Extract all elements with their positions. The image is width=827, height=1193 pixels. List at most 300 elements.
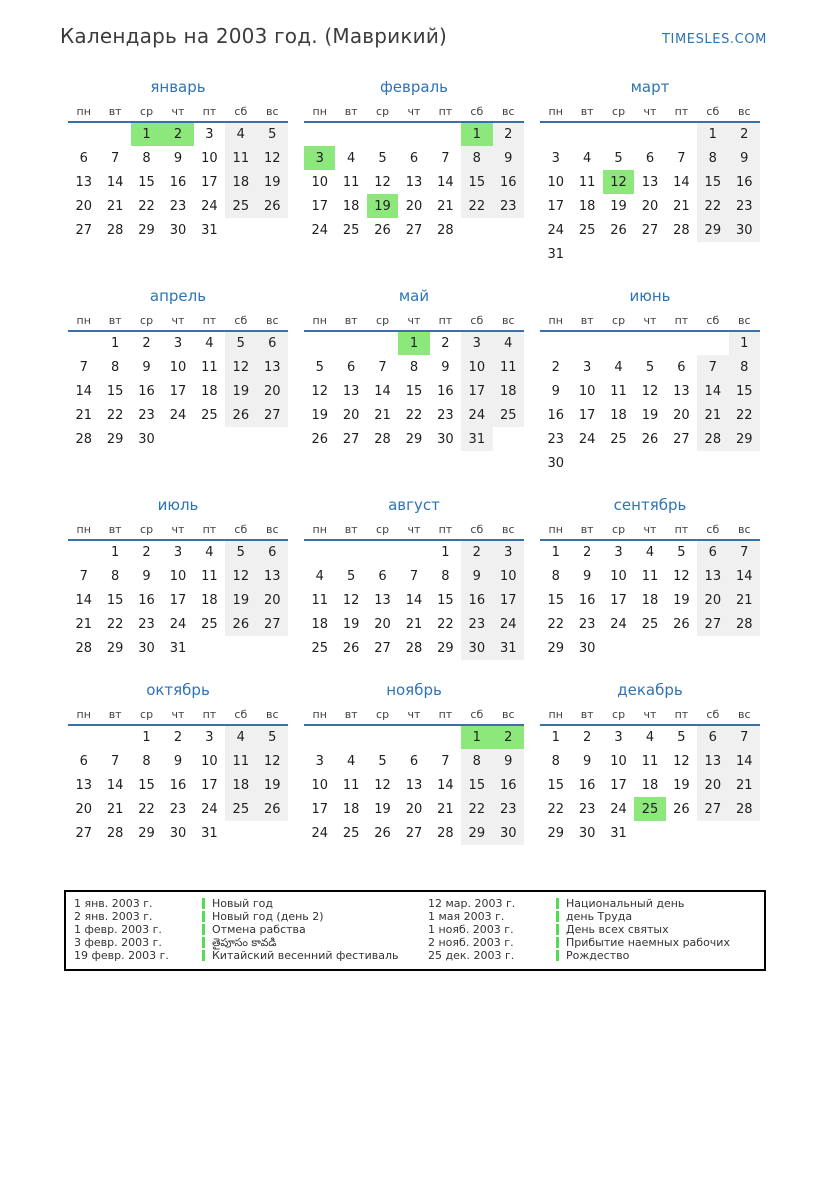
month-table [68, 102, 288, 242]
day-cell: 23 [493, 797, 524, 821]
day-cell: 30 [729, 218, 760, 242]
weekday-header: вс [266, 105, 279, 118]
day-cell: 14 [729, 749, 760, 773]
day-cell: 27 [75, 222, 92, 238]
day-cell: 13 [374, 592, 391, 608]
day-cell: 13 [405, 777, 423, 793]
day-cell: 10 [578, 383, 596, 399]
day-cell: 7 [378, 359, 387, 375]
day-cell: 11 [311, 592, 328, 608]
day-cell: 8 [110, 568, 120, 584]
week-row [304, 821, 524, 845]
week-row [68, 355, 288, 379]
day-cell: 2 [729, 122, 760, 146]
day-cell: 27 [75, 825, 92, 841]
day-cell: 23 [461, 612, 492, 636]
day-cell: 26 [311, 431, 328, 447]
empty-cell [68, 725, 99, 749]
weekday-header: вс [738, 523, 751, 536]
day-cell: 25 [634, 797, 665, 821]
day-cell: 31 [461, 427, 492, 451]
empty-cell [398, 540, 429, 564]
day-cell: 9 [142, 359, 151, 375]
day-cell: 6 [697, 725, 728, 749]
week-row [68, 122, 288, 146]
day-cell: 4 [645, 730, 655, 745]
week-row [304, 355, 524, 379]
month-title: октябрь [146, 681, 210, 699]
holiday-marker-icon [556, 924, 559, 935]
week-row [540, 725, 760, 749]
day-cell: 23 [729, 194, 760, 218]
empty-cell [697, 636, 728, 660]
day-cell: 5 [378, 753, 387, 769]
day-cell: 27 [697, 797, 728, 821]
weekday-header: ср [140, 708, 154, 721]
day-cell: 2 [441, 336, 450, 351]
day-cell: 22 [461, 797, 492, 821]
empty-cell [634, 821, 665, 845]
day-cell: 6 [697, 540, 728, 564]
day-cell: 29 [405, 431, 423, 447]
week-row [304, 636, 524, 660]
day-cell: 19 [367, 194, 398, 218]
month-calendar [68, 496, 288, 660]
day-cell: 7 [79, 359, 88, 375]
day-cell: 24 [578, 431, 596, 447]
weekday-header: сб [470, 314, 484, 327]
day-cell: 15 [729, 379, 760, 403]
month-table-head [304, 102, 524, 122]
empty-cell [430, 725, 461, 749]
holiday-marker-icon [556, 950, 559, 961]
month-title: март [630, 78, 670, 96]
week-row [68, 146, 288, 170]
day-cell: 26 [673, 801, 690, 817]
day-cell: 24 [493, 612, 524, 636]
day-cell: 3 [173, 336, 183, 351]
day-cell: 20 [257, 379, 288, 403]
day-cell: 15 [547, 592, 564, 608]
day-cell: 4 [225, 725, 256, 749]
day-cell: 28 [106, 222, 124, 238]
month-title: апрель [149, 287, 207, 305]
legend-holiday-name: день Труда [566, 910, 633, 923]
month-table-head [304, 311, 524, 331]
day-cell: 20 [673, 407, 690, 423]
day-cell: 4 [315, 568, 324, 584]
day-cell: 6 [409, 150, 419, 166]
day-cell: 30 [493, 821, 524, 845]
day-cell: 10 [461, 355, 492, 379]
day-cell: 4 [346, 150, 356, 166]
week-row [304, 331, 524, 355]
day-cell: 24 [201, 801, 218, 817]
empty-cell [697, 451, 728, 475]
week-row [540, 451, 760, 475]
day-cell: 25 [201, 407, 218, 423]
page-title: Календарь на 2003 год. (Маврикий) [60, 24, 448, 48]
empty-cell [493, 427, 524, 451]
day-cell: 16 [169, 174, 187, 190]
day-cell: 10 [547, 174, 564, 190]
weekday-header: ср [140, 314, 154, 327]
day-cell: 9 [173, 753, 183, 769]
day-cell: 15 [437, 592, 454, 608]
day-cell: 2 [173, 730, 183, 745]
month-table-head [540, 520, 760, 540]
day-cell: 23 [169, 198, 187, 214]
day-cell: 23 [493, 194, 524, 218]
day-cell: 15 [547, 777, 564, 793]
weekday-header: вт [580, 523, 594, 536]
day-cell: 1 [461, 725, 492, 749]
day-cell: 24 [201, 198, 218, 214]
calendar-grid [68, 78, 827, 845]
week-row [304, 194, 524, 218]
day-cell: 1 [131, 122, 162, 146]
empty-cell [257, 218, 288, 242]
day-cell: 4 [582, 150, 592, 166]
month-table [304, 311, 524, 451]
day-cell: 2 [551, 359, 560, 375]
day-cell: 5 [257, 725, 288, 749]
empty-cell [367, 725, 398, 749]
day-cell: 31 [493, 636, 524, 660]
day-cell: 30 [138, 640, 155, 656]
day-cell: 23 [547, 431, 564, 447]
week-row [304, 379, 524, 403]
day-cell: 15 [405, 383, 423, 399]
legend-holiday-name: Рождество [566, 949, 630, 962]
weekday-header: сб [470, 105, 484, 118]
day-cell: 4 [645, 545, 655, 560]
day-cell: 24 [311, 222, 328, 238]
day-cell: 8 [461, 146, 492, 170]
month-title: июнь [629, 287, 671, 305]
month-title: май [398, 287, 430, 305]
day-cell: 24 [610, 801, 627, 817]
day-cell: 10 [610, 753, 627, 769]
empty-cell [99, 725, 130, 749]
day-cell: 22 [729, 403, 760, 427]
day-cell: 30 [547, 455, 564, 471]
week-row [540, 427, 760, 451]
day-cell: 2 [582, 545, 592, 560]
month-calendar [540, 496, 760, 660]
day-cell: 23 [437, 407, 454, 423]
day-cell: 26 [342, 640, 360, 656]
empty-cell [697, 242, 728, 266]
day-cell: 6 [409, 753, 419, 769]
day-cell: 31 [169, 640, 187, 656]
weekday-header-row [540, 520, 760, 540]
day-cell: 15 [138, 174, 155, 190]
day-cell: 6 [79, 753, 88, 769]
day-cell: 5 [225, 540, 256, 564]
day-cell: 5 [257, 122, 288, 146]
month-table [540, 102, 760, 266]
day-cell: 7 [677, 150, 686, 166]
day-cell: 22 [547, 616, 564, 632]
day-cell: 17 [311, 801, 328, 817]
weekday-header: пн [312, 105, 327, 118]
day-cell: 11 [610, 383, 627, 399]
month-table-head [304, 705, 524, 725]
day-cell: 13 [342, 383, 360, 399]
weekday-header: пн [548, 523, 563, 536]
legend-item [202, 937, 428, 949]
week-row [68, 797, 288, 821]
day-cell: 27 [405, 222, 423, 238]
weekday-header-row [304, 311, 524, 331]
week-row [68, 636, 288, 660]
empty-cell [225, 821, 256, 845]
empty-cell [304, 540, 335, 564]
weekday-header: пн [76, 708, 91, 721]
day-cell: 28 [673, 222, 690, 238]
day-cell: 30 [138, 431, 155, 447]
day-cell: 9 [461, 564, 492, 588]
day-cell: 3 [304, 146, 335, 170]
empty-cell [571, 242, 602, 266]
day-cell: 25 [641, 616, 659, 632]
legend-item [556, 924, 760, 936]
day-cell: 31 [201, 222, 218, 238]
day-cell: 26 [673, 616, 690, 632]
month-calendar [304, 496, 524, 660]
month-table-body [540, 725, 760, 845]
day-cell: 23 [578, 801, 596, 817]
day-cell: 1 [110, 545, 120, 560]
day-cell: 9 [551, 383, 560, 399]
day-cell: 13 [75, 777, 92, 793]
day-cell: 6 [645, 150, 655, 166]
weekday-header: ср [140, 105, 154, 118]
day-cell: 26 [610, 222, 627, 238]
day-cell: 18 [225, 773, 256, 797]
day-cell: 30 [169, 222, 187, 238]
day-cell: 23 [138, 407, 155, 423]
day-cell: 15 [138, 777, 155, 793]
day-cell: 5 [677, 730, 686, 745]
day-cell: 1 [551, 730, 560, 745]
legend-item [202, 950, 428, 962]
empty-cell [603, 242, 634, 266]
day-cell: 26 [374, 222, 391, 238]
weekday-header: пт [674, 314, 689, 327]
day-cell: 18 [201, 592, 218, 608]
day-cell: 12 [641, 383, 659, 399]
weekday-header: пт [438, 314, 453, 327]
weekday-header-row [68, 705, 288, 725]
day-cell: 15 [461, 170, 492, 194]
week-row [540, 797, 760, 821]
brand-link[interactable]: TIMESLES.COM [661, 32, 767, 47]
day-cell: 29 [138, 825, 155, 841]
weekday-header: вт [108, 708, 122, 721]
month-table [540, 705, 760, 845]
day-cell: 21 [437, 801, 454, 817]
empty-cell [697, 821, 728, 845]
day-cell: 25 [311, 640, 328, 656]
day-cell: 20 [405, 198, 423, 214]
day-cell: 24 [610, 616, 627, 632]
day-cell: 5 [677, 545, 686, 560]
week-row [540, 146, 760, 170]
week-row [540, 749, 760, 773]
empty-cell [603, 451, 634, 475]
month-title: январь [150, 78, 206, 96]
legend-holiday-name: Отмена рабства [212, 923, 306, 936]
day-cell: 27 [257, 403, 288, 427]
empty-cell [68, 122, 99, 146]
day-cell: 16 [493, 170, 524, 194]
empty-cell [398, 725, 429, 749]
day-cell: 6 [257, 331, 288, 355]
day-cell: 11 [201, 359, 218, 375]
empty-cell [304, 331, 335, 355]
empty-cell [225, 427, 256, 451]
day-cell: 12 [225, 564, 256, 588]
month-table [304, 520, 524, 660]
week-row [68, 194, 288, 218]
empty-cell [257, 636, 288, 660]
weekday-header: пт [438, 523, 453, 536]
day-cell: 4 [493, 331, 524, 355]
month-table-head [540, 705, 760, 725]
day-cell: 17 [201, 174, 218, 190]
day-cell: 7 [729, 725, 760, 749]
empty-cell [304, 122, 335, 146]
week-row [304, 773, 524, 797]
day-cell: 26 [225, 403, 256, 427]
week-row [540, 331, 760, 355]
week-row [68, 427, 288, 451]
day-cell: 28 [729, 797, 760, 821]
day-cell: 15 [461, 773, 492, 797]
day-cell: 24 [461, 403, 492, 427]
weekday-header: чт [407, 523, 421, 536]
day-cell: 17 [169, 383, 187, 399]
weekday-header: сб [706, 314, 720, 327]
day-cell: 8 [697, 146, 728, 170]
day-cell: 16 [493, 773, 524, 797]
month-table-body [540, 122, 760, 266]
week-row [68, 564, 288, 588]
legend-item [202, 898, 428, 910]
empty-cell [666, 242, 697, 266]
month-table-head [68, 705, 288, 725]
day-cell: 2 [493, 725, 524, 749]
day-cell: 12 [603, 170, 634, 194]
week-row [304, 612, 524, 636]
day-cell: 28 [106, 825, 124, 841]
legend-item [556, 898, 760, 910]
weekday-header-row [68, 520, 288, 540]
weekday-header: чт [407, 314, 421, 327]
empty-cell [540, 331, 571, 355]
week-row [304, 749, 524, 773]
day-cell: 18 [641, 777, 659, 793]
day-cell: 21 [697, 403, 728, 427]
weekday-header: вс [738, 314, 751, 327]
weekday-header-row [540, 705, 760, 725]
day-cell: 26 [225, 612, 256, 636]
week-row [540, 821, 760, 845]
day-cell: 19 [610, 198, 627, 214]
day-cell: 31 [201, 825, 218, 841]
legend-holiday-name: Новый год [212, 897, 273, 910]
week-row [304, 403, 524, 427]
day-cell: 14 [437, 174, 454, 190]
day-cell: 20 [257, 588, 288, 612]
empty-cell [335, 331, 366, 355]
day-cell: 30 [461, 636, 492, 660]
weekday-header: пн [312, 523, 327, 536]
weekday-header: ср [376, 523, 390, 536]
weekday-header: ср [376, 105, 390, 118]
empty-cell [194, 427, 225, 451]
weekday-header: сб [706, 708, 720, 721]
empty-cell [603, 636, 634, 660]
weekday-header: ср [376, 314, 390, 327]
day-cell: 7 [110, 150, 120, 166]
weekday-header: пн [76, 314, 91, 327]
holiday-marker-icon [556, 911, 559, 922]
day-cell: 10 [311, 174, 328, 190]
week-row [540, 636, 760, 660]
weekday-header: пн [312, 708, 327, 721]
weekday-header-row [68, 102, 288, 122]
empty-cell [304, 725, 335, 749]
weekday-header: пн [76, 523, 91, 536]
day-cell: 23 [138, 616, 155, 632]
day-cell: 22 [138, 198, 155, 214]
day-cell: 3 [551, 150, 560, 166]
weekday-header: пн [548, 314, 563, 327]
weekday-header: вт [580, 105, 594, 118]
weekday-header: пн [76, 105, 91, 118]
day-cell: 13 [405, 174, 423, 190]
day-cell: 26 [257, 194, 288, 218]
month-table [68, 311, 288, 451]
day-cell: 8 [729, 355, 760, 379]
weekday-header-row [540, 102, 760, 122]
day-cell: 29 [461, 821, 492, 845]
legend-date: 2 нояб. 2003 г. [428, 936, 514, 949]
day-cell: 19 [641, 407, 659, 423]
day-cell: 18 [342, 801, 360, 817]
day-cell: 4 [205, 545, 214, 560]
day-cell: 3 [461, 331, 492, 355]
legend-date: 1 янв. 2003 г. [74, 897, 153, 910]
weekday-header: чт [171, 523, 185, 536]
month-table-body [304, 122, 524, 242]
day-cell: 20 [342, 407, 360, 423]
day-cell: 25 [225, 797, 256, 821]
legend-item [556, 950, 760, 962]
day-cell: 13 [257, 564, 288, 588]
day-cell: 27 [342, 431, 360, 447]
week-row [304, 588, 524, 612]
weekday-header: сб [234, 523, 248, 536]
month-calendar [68, 78, 288, 242]
empty-cell [493, 218, 524, 242]
day-cell: 17 [578, 407, 596, 423]
day-cell: 12 [673, 568, 690, 584]
day-cell: 4 [205, 336, 214, 351]
